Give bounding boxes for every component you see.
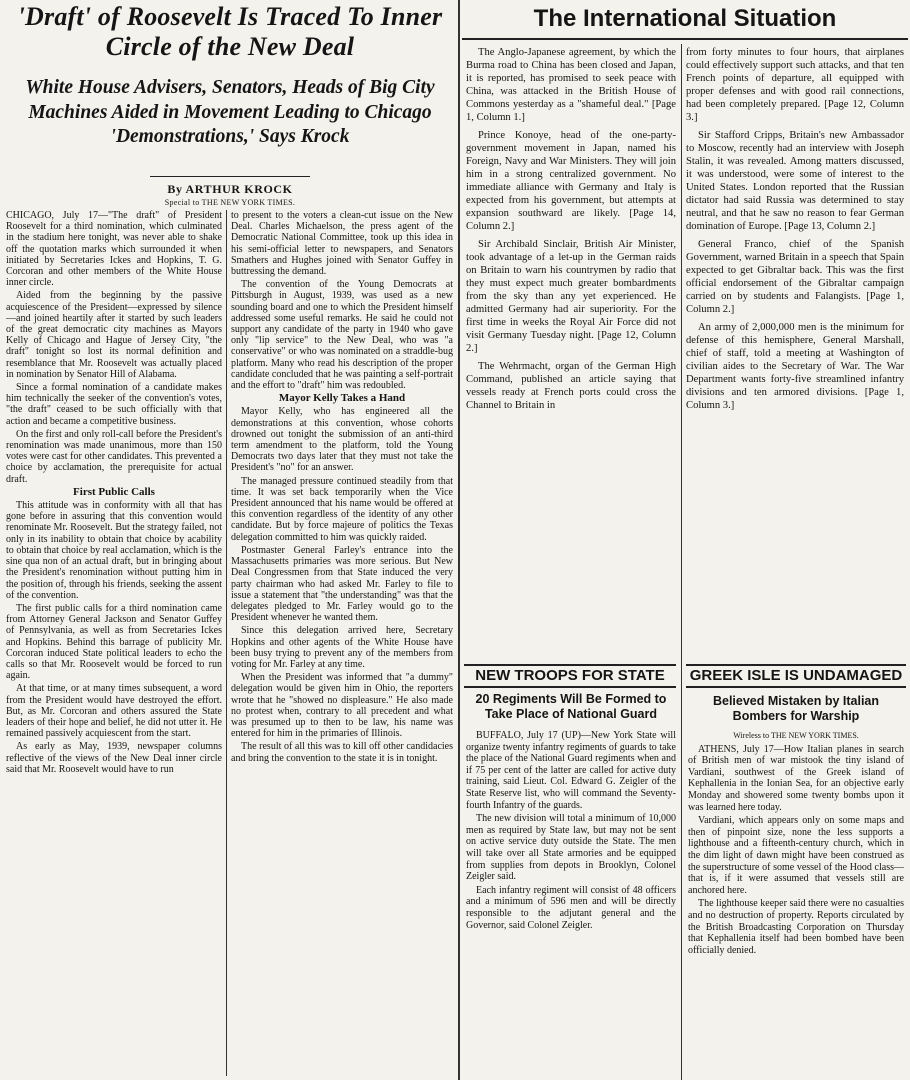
- byline: By ARTHUR KROCK: [167, 182, 293, 196]
- troops-headline: NEW TROOPS FOR STATE: [464, 664, 676, 688]
- kroc-column-2: [231, 210, 453, 1076]
- paragraph: to present to the voters a clean-cut issue on the New Deal. Charles Michaelson, the press agent of the Democratic National Committee, took up this idea in his semi-official letter to newspapers, and Senators Smathers and Hughes joined with Senator Guffey in buttressing the demand.: [231, 210, 453, 278]
- paragraph: General Franco, chief of the Spanish Government, warned Britain in a speech that Spain expected to get Gibraltar back. This was the first official endorsement of the Gibraltar campaign carried on by students and Falangists. [Page 1, Column 2.]: [686, 239, 904, 315]
- paragraph: Each infantry regiment will consist of 48 officers and a minimum of 596 men and will be directly responsible to the adjutant general and the Governor, said Colonel Zeigler.: [466, 884, 676, 931]
- paragraph: On the first and only roll-call before the President's renomination was made unanimous, more than 150 votes were cast for other candidates. This prevented a choice by acclamation, the prerequisite for actual draft.: [6, 428, 222, 485]
- paragraph: The managed pressure continued steadily from that time. It was set back temporarily when the Vice President announced that his name would be offered at this convention regardless of the identity of any other candidate. But by force majeure of politics the Texas delegation committed to him was quickly raided.: [231, 475, 453, 543]
- paragraph: Since this delegation arrived here, Secretary Hopkins and other agents of the White House have been busy trying to prevent any of the members from voting for Mr. Farley at any time.: [231, 625, 453, 670]
- paragraph: As early as May, 1939, newspaper columns reflective of the views of the New Deal inner circle said that Mr. Roosevelt would have to run: [6, 741, 222, 775]
- paragraph: At that time, or at many times subsequent, a word from the President would have destroyed the effort. But, as Mr. Corcoran and others assured the State leaders of their hope and belief, he did not utter it. He remained passively acquiescent from the start.: [6, 683, 222, 740]
- wireless-credit: Wireless to THE NEW YORK TIMES.: [733, 731, 859, 740]
- paragraph: This attitude was in conformity with all that has gone before in assuring that this convention would renominate Mr. Roosevelt. But the strategy failed, not only in its inability to obtain that choice by acability to obtain that choice by real acclamation, which is the sine qua non of an actual draft, but in bringing about the President's renomination without putting him in the position of, through his friends, seeking the assent of the convention.: [6, 500, 222, 601]
- paragraph: The lighthouse keeper said there were no casualties and no destruction of property. Reports circulated by the British Broadcasting Corporation on Thursday that Kephallenia itself had been bombed have been officially denied.: [688, 898, 904, 956]
- title-rule: [462, 38, 908, 40]
- paragraph: When the President was informed that "a dummy" delegation would be given him in Ohio, the reporters wrote that he "showed no displeasure." He also made no protest when, contrary to all precedent and what was presumed up to then to be law, his name was entered for him in the primaries of Illinois.: [231, 672, 453, 740]
- paragraph: Sir Stafford Cripps, Britain's new Ambassador to Moscow, recently had an interview with Joseph Stalin, it was revealed. Among matters discussed, it was understood, were some of interest to the United States. London reported that the Russian dictator had said Russia was determined to stay neutral, and that he saw no reason to fear German domination of Europe. [Page 13, Column 2.]: [686, 130, 904, 232]
- troops-subheadline: 20 Regiments Will Be Formed to Take Place of National Guard: [475, 692, 667, 721]
- paragraph: Vardiani, which appears only on some maps and then of pinpoint size, none the less supports a lighthouse and a fifteenth-century church, which in the dim light of dawn might have been construed as the superstructure of some vessel of the Hood class—that is, if it were assumed that vessels still are anchored here.: [688, 815, 904, 896]
- kroc-column-1: [6, 210, 222, 1076]
- column-rule: [226, 210, 227, 1076]
- paragraph: Aided from the beginning by the passive acquiescence of the President—expressed by silence—and joined heartily after it started by such leaders of the great democratic city machines as Mayors Kelly of Chicago and Hague of Jersey City, "the draft" tonight so lost its normal definition and resemblance that Mr. Roosevelt was actually placed in nomination by Senator Hill of Alabama.: [6, 290, 222, 380]
- paragraph: An army of 2,000,000 men is the minimum for defense of this hemisphere, General Marshall, chief of staff, told a meeting at Washington of civilian aides to the Secretary of War. The War Department wants forty-five streamlined infantry divisions and ten armored divisions. [Page 1, Column 3.]: [686, 322, 904, 411]
- paragraph: Postmaster General Farley's entrance into the Massachusetts primaries was more serious. But New Deal Congressmen from that State induced the very party chairman who had asked Mr. Farley to file to issue a statement that "the understanding" was that the delegates pledged to Mr. Farley would go to the President whenever he wanted them.: [231, 544, 453, 624]
- paragraph: BUFFALO, July 17 (UP)—New York State will organize twenty infantry regiments of guards to take the place of the National Guard regiments when and if 75 per cent of the latter are called for active duty training, said Lieut. Col. Edward G. Zeigler of the State Reserve list, who will command the Seventy-fourth Infantry of the guards.: [466, 730, 676, 811]
- paragraph: The first public calls for a third nomination came from Attorney General Jackson and Senator Guffey of Pennsylvania, as well as from Secretaries Ickes and Hopkins. Behind this barrage of publicity Mr. Corcoran induced State political leaders to echo the calls so that Mr. Roosevelt would be forced to run again.: [6, 602, 222, 682]
- greek-subheadline: Believed Mistaken by Italian Bombers for Warship: [712, 694, 880, 723]
- paragraph: from forty minutes to four hours, that airplanes could effectively support such attacks, and that ten French points of departure, all equipped with proper defenses and with good rail connections, had been completely prepared. [Page 12, Column 3.]: [686, 47, 904, 123]
- section-rule: [458, 0, 460, 1080]
- greek-headline: GREEK ISLE IS UNDAMAGED: [686, 664, 906, 688]
- paragraph: The Wehrmacht, organ of the German High Command, published an article saying that vessels ready at French ports could cross the Channel to Britain in: [466, 361, 676, 411]
- paragraph: Since a formal nomination of a candidate makes him technically the seeker of the convention's votes, "the draft" ceased to be such officially with that action and became a competitive business.: [6, 382, 222, 427]
- paragraph: The result of all this was to kill off other candidacies and bring the convention to the state it is in tonight.: [231, 741, 453, 764]
- paragraph: The new division will total a minimum of 10,000 men as required by State law, but may not be sent on active service duty outside the State. The men will take over all State armories and be equipped from supplies from depots in Brooklyn, Colonel Zeigler said.: [466, 813, 676, 883]
- paragraph: The Anglo-Japanese agreement, by which the Burma road to China has been closed and Japan, it is reported, has promised to seek peace with China, was attacked in the British House of Commons yesterday as a "shameful deal." [Page 1, Column 1.]: [466, 47, 676, 123]
- paragraph: Prince Konoye, head of the one-party-government movement in Japan, named his Foreign, Navy and War Ministers. They will join him in a strong centralized government. No immediate alliance with Germany and Italy is expected from his government, but attempts at expansion southward are likely. [Page 14, Column 2.]: [466, 130, 676, 232]
- paragraph: Sir Archibald Sinclair, British Air Minister, took advantage of a let-up in the German raids on Britain to warn his countrymen by radio that they must expect much greater bombardments from the sky than any yet experienced. He admitted Germany had air superiority. For the first time in weeks the Royal Air Force did not visit Germany Tuesday night. [Page 12, Column 2.]: [466, 239, 676, 354]
- kroc-subheadline: White House Advisers, Senators, Heads of Big City Machines Aided in Movement Leading to Chicago 'Demonstrations,' Says Krock: [25, 77, 435, 147]
- greek-body: [688, 730, 904, 1070]
- paragraph: Mayor Kelly, who has engineered all the demonstrations at this convention, whose cohorts drowned out tonight the submission of an anti-third term amendment to the platform, told the Young Democrats two days later that they must not take the President's "no" for an answer.: [231, 406, 453, 474]
- kroc-headline: 'Draft' of Roosevelt Is Traced To Inner Circle of the New Deal: [17, 2, 443, 61]
- headline-rule: [150, 176, 310, 177]
- intl-column-2: [686, 46, 904, 666]
- paragraph: CHICAGO, July 17—"The draft" of President Roosevelt for a third nomination, which culminated in the stadium here tonight, was never able to shake off the quotation marks which surrounded it when initiated by Secretaries Ickes and Hopkins, T. G. Corcoran and other members of the White House inner circle.: [6, 210, 222, 289]
- column-rule: [681, 44, 682, 1080]
- intl-title: The International Situation: [533, 5, 837, 32]
- troops-body: [466, 730, 676, 1070]
- paragraph: The convention of the Young Democrats at Pittsburgh in August, 1939, was used as a new sounding board and one to which the President himself addressed some useful remarks. He said he could not support any candidate of the party in 1940 who gave only "lip service" to the New Deal, who was "a conservative" or who was nominated on a straddle-bug platform. Many who read his description of the proper candidate concluded that he was painting a self-portrait and the effort to "draft" him was redoubled.: [231, 279, 453, 392]
- special-credit: Special to THE NEW YORK TIMES.: [164, 198, 296, 207]
- paragraph: ATHENS, July 17—How Italian planes in search of British men of war mistook the tiny island of Vardiani, southwest of the Greek island of Kephallenia in the Ionian Sea, for an objective early Monday and showered some twenty bombs upon it was learned here today.: [688, 743, 904, 813]
- intl-column-1: [466, 46, 676, 666]
- subhead-mayor-kelly: Mayor Kelly Takes a Hand: [278, 392, 406, 405]
- subhead-first-public-calls: First Public Calls: [73, 485, 155, 498]
